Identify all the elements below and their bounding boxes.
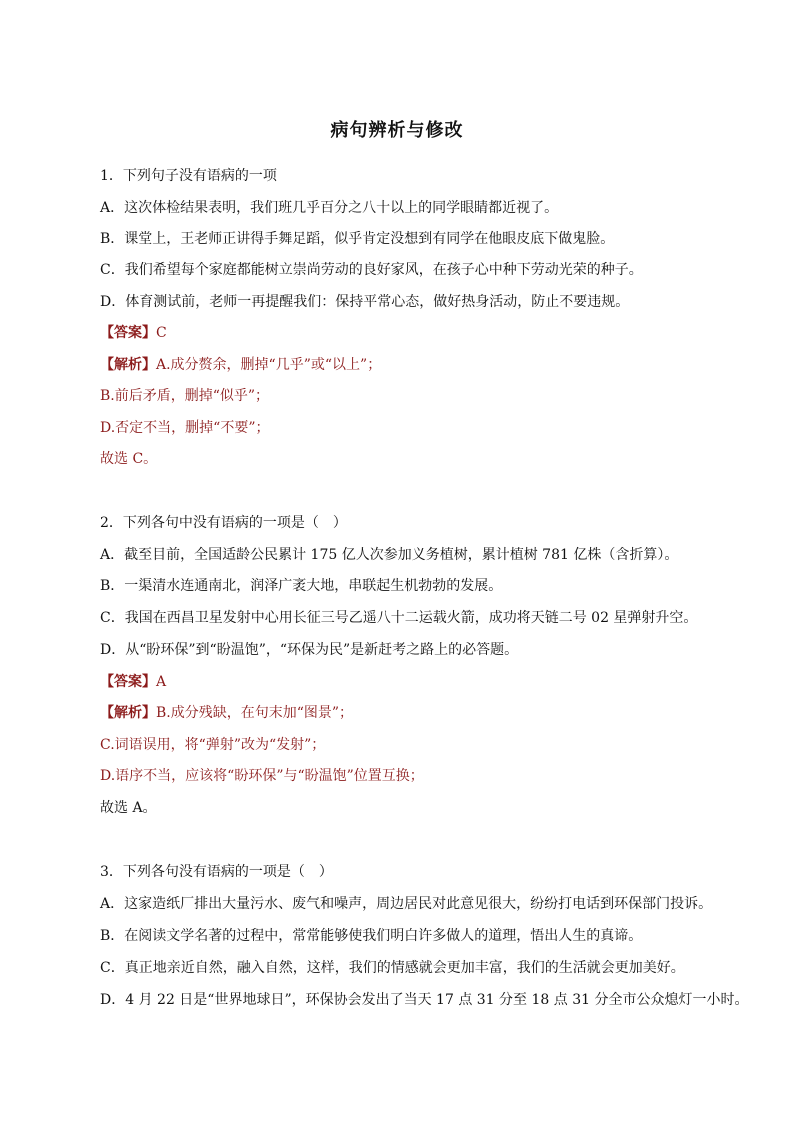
question-1-analysis-line-3: D.否定不当，删掉“不要”； — [100, 420, 270, 436]
question-1-answer — [100, 323, 740, 343]
analysis-line: B.成分残缺，在句末加“图景”； — [156, 705, 354, 721]
question-1-option-b: B．课堂上，王老师正讲得手舞足蹈，似乎肯定没想到有同学在他眼皮底下做鬼脸。 — [100, 231, 615, 247]
question-2-conclusion: 故选 A。 — [100, 800, 157, 816]
question-2-option-a: A．截至目前，全国适龄公民累计 175 亿人次参加义务植树，累计植树 781 亿株（含折算）。 — [100, 547, 679, 563]
question-3-option-c: C．真正地亲近自然，融入自然，这样，我们的情感就会更加丰富，我们的生活就会更加美好。 — [100, 960, 685, 976]
question-1-analysis — [100, 355, 740, 375]
question-3-option-b: B．在阅读文学名著的过程中，常常能够使我们明白许多做人的道理，悟出人生的真谛。 — [100, 928, 643, 944]
analysis-label: 【解析】 — [100, 705, 156, 721]
question-3-option-a: A．这家造纸厂排出大量污水、废气和噪声，周边居民对此意见很大，纷纷打电话到环保部门投诉。 — [100, 896, 713, 912]
question-2-option-b: B．一渠清水连通南北，润泽广袤大地，串联起生机勃勃的发展。 — [100, 578, 503, 594]
question-1-analysis-line-2: B.前后矛盾，删掉“似乎”； — [100, 388, 270, 404]
question-2-answer — [100, 672, 740, 692]
question-2-analysis-line-3: D.语序不当，应该将“盼环保”与“盼温饱”位置互换； — [100, 768, 424, 784]
question-1-option-c: C．我们希望每个家庭都能树立崇尚劳动的良好家风，在孩子心中种下劳动光荣的种子。 — [100, 262, 643, 278]
analysis-line: A.成分赘余，删掉“几乎”或“以上”； — [156, 357, 382, 373]
question-1-option-d: D．体育测试前，老师一再提醒我们：保持平常心态，做好热身活动，防止不要违规。 — [100, 294, 630, 310]
answer-label: 【答案】 — [100, 674, 156, 690]
question-3-option-d: D．4 月 22 日是“世界地球日”，环保协会发出了当天 17 点 31 分至 18 点 31 分全市公众熄灯一小时。 — [100, 992, 749, 1008]
question-2-analysis-line-2: C.词语误用，将“弹射”改为“发射”； — [100, 737, 326, 753]
question-3-stem: 3．下列各句没有语病的一项是（ ） — [100, 864, 333, 880]
question-1-conclusion: 故选 C。 — [100, 451, 158, 467]
answer-value: A — [156, 674, 167, 690]
question-1-stem: 1．下列句子没有语病的一项 — [100, 168, 277, 184]
question-1-option-a: A．这次体检结果表明，我们班几乎百分之八十以上的同学眼睛都近视了。 — [100, 200, 559, 216]
analysis-label: 【解析】 — [100, 357, 156, 373]
question-2-option-d: D．从“盼环保”到“盼温饱”，“环保为民”是新赶考之路上的必答题。 — [100, 642, 519, 658]
question-2-option-c: C．我国在西昌卫星发射中心用长征三号乙遥八十二运载火箭，成功将天链二号 02 星弹射升空。 — [100, 610, 698, 626]
answer-value: C — [156, 325, 167, 341]
answer-label: 【答案】 — [100, 325, 156, 341]
question-2-analysis — [100, 703, 740, 723]
question-2-stem: 2．下列各句中没有语病的一项是（ ） — [100, 515, 347, 531]
page-title: 病句辨析与修改 — [330, 120, 464, 141]
